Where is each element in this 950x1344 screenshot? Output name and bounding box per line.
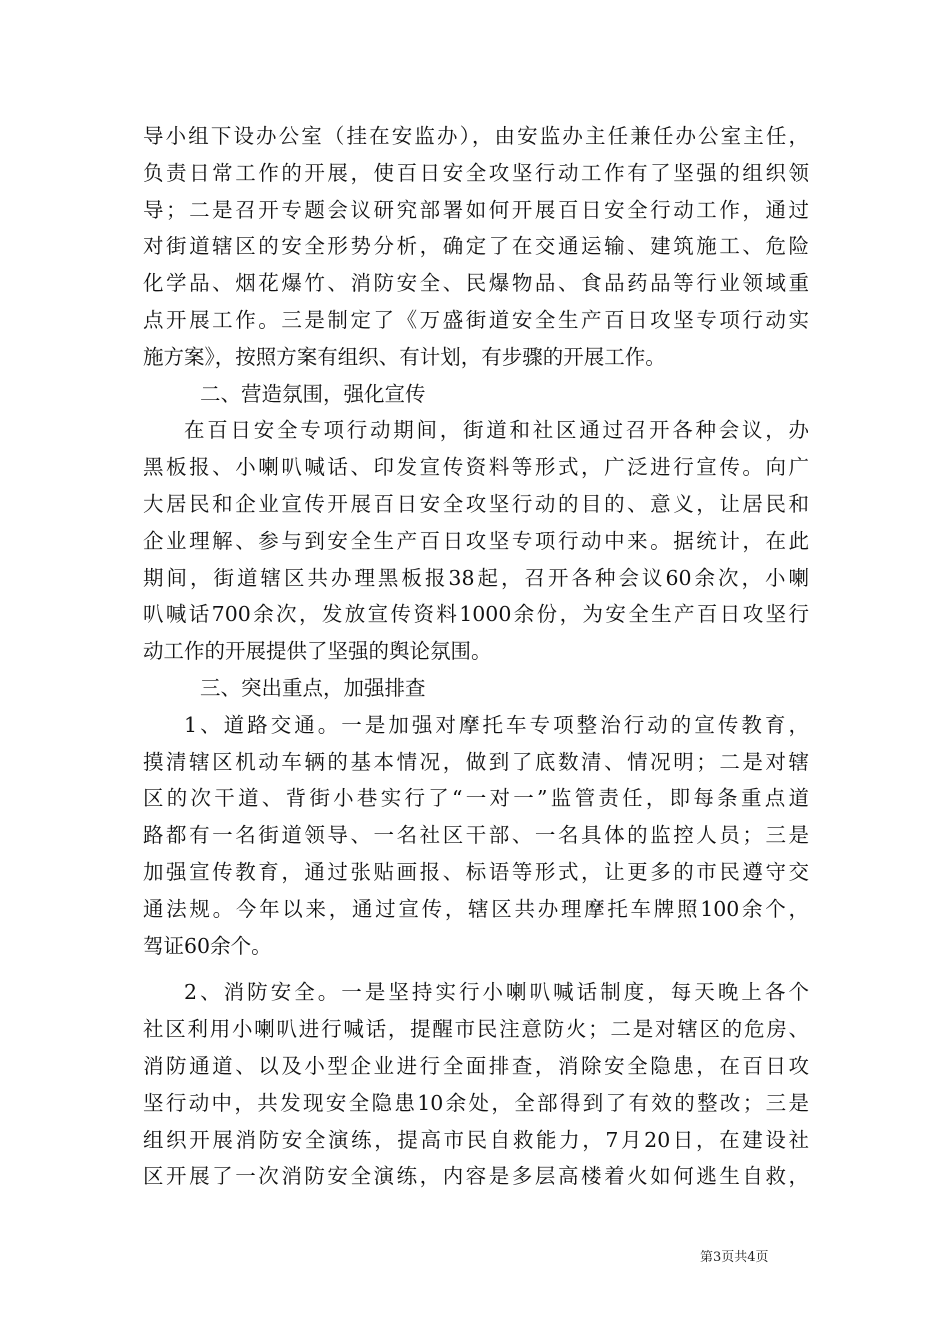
page-number-footer: 第3页共4页 (700, 1250, 769, 1265)
text-line: 社区利用小喇叭进行喊话，提醒市民注意防火；二是对辖区的危房、 (143, 1017, 809, 1042)
text-line: 大居民和企业宣传开展百日安全攻坚行动的目的、意义，让居民和 (143, 491, 809, 516)
text-line: 负责日常工作的开展，使百日安全攻坚行动工作有了坚强的组织领 (143, 160, 809, 185)
text-line: 消防通道、以及小型企业进行全面排查，消除安全隐患，在百日攻 (143, 1053, 809, 1078)
text-line: 路都有一名街道领导、一名社区干部、一名具体的监控人员；三是 (143, 823, 809, 848)
text-line: 导小组下设办公室（挂在安监办），由安监办主任兼任办公室主任， (143, 124, 809, 148)
text-line: 对街道辖区的安全形势分析，确定了在交通运输、建筑施工、危险 (143, 234, 809, 259)
text-line: 化学品、烟花爆竹、消防安全、民爆物品、食品药品等行业领域重 (143, 271, 809, 296)
text-line: 组织开展消防安全演练，提高市民自救能力，7月20日，在建设社 (143, 1127, 809, 1152)
text-line: 加强宣传教育，通过张贴画报、标语等形式，让更多的市民遵守交 (143, 859, 809, 884)
text-line: 动工作的开展提供了坚强的舆论氛围。 (143, 639, 492, 664)
text-line: 区的次干道、背街小巷实行了“一对一”监管责任，即每条重点道 (143, 786, 809, 811)
text-line: 1、道路交通。一是加强对摩托车专项整治行动的宣传教育， (184, 712, 809, 737)
section-heading: 二、营造氛围，强化宣传 (200, 381, 426, 406)
text-line: 黑板报、小喇叭喊话、印发宣传资料等形式，广泛进行宣传。向广 (143, 455, 809, 480)
text-line: 2、消防安全。一是坚持实行小喇叭喊话制度，每天晚上各个 (184, 980, 809, 1005)
text-line: 摸清辖区机动车辆的基本情况，做到了底数清、情况明；二是对辖 (143, 749, 809, 774)
text-line: 区开展了一次消防安全演练，内容是多层高楼着火如何逃生自救， (143, 1164, 809, 1189)
document-body (143, 118, 809, 1195)
text-line: 通法规。今年以来，通过宣传，辖区共办理摩托车牌照100余个， (143, 896, 809, 921)
text-line: 在百日安全专项行动期间，街道和社区通过召开各种会议，办 (184, 418, 809, 443)
text-line: 企业理解、参与到安全生产百日攻坚专项行动中来。据统计，在此 (143, 528, 809, 553)
text-line: 点开展工作。三是制定了《万盛街道安全生产百日攻坚专项行动实 (143, 307, 809, 332)
text-line: 期间，街道辖区共办理黑板报38起，召开各种会议60余次，小喇 (143, 565, 809, 590)
text-line: 驾证60余个。 (143, 933, 272, 958)
text-line: 导；二是召开专题会议研究部署如何开展百日安全行动工作，通过 (143, 197, 809, 222)
text-line: 叭喊话700余次，发放宣传资料1000余份，为安全生产百日攻坚行 (143, 602, 809, 627)
text-line: 施方案》，按照方案有组织、有计划，有步骤的开展工作。 (143, 344, 666, 369)
text-line: 坚行动中，共发现安全隐患10余处，全部得到了有效的整改；三是 (143, 1090, 809, 1115)
paragraph-gap (143, 964, 809, 974)
section-heading: 三、突出重点，加强排查 (200, 675, 426, 700)
